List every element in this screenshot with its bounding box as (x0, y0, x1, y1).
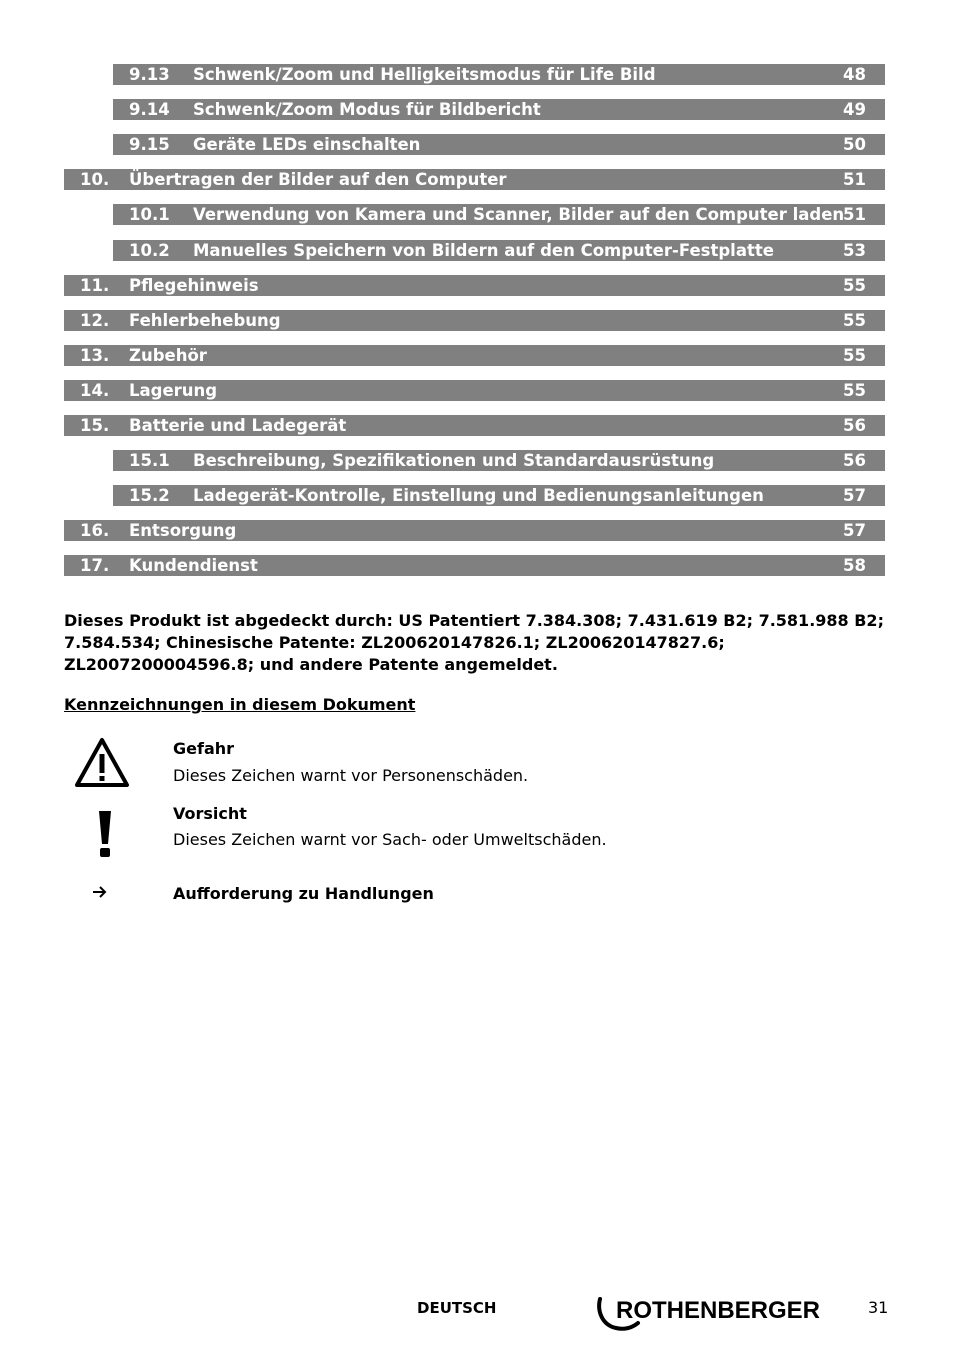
toc-row[interactable] (113, 485, 885, 506)
toc-number: 10.1 (129, 205, 170, 224)
toc-title: Schwenk/Zoom Modus für Bildbericht (193, 100, 541, 119)
toc-page: 56 (843, 451, 866, 470)
toc-page: 58 (843, 556, 866, 575)
toc-number: 9.15 (129, 135, 170, 154)
toc-page: 57 (843, 521, 866, 540)
toc-page: 51 (843, 205, 866, 224)
warning-triangle-icon (74, 737, 130, 789)
caution-text: Dieses Zeichen warnt vor Sach- oder Umweltschäden. (173, 830, 607, 849)
toc-number: 15.1 (129, 451, 170, 470)
toc-row[interactable] (64, 555, 885, 576)
toc-row[interactable] (64, 380, 885, 401)
toc-number: 15. (80, 416, 110, 435)
toc-row[interactable] (64, 345, 885, 366)
arrow-right-icon (92, 884, 108, 900)
toc-number: 14. (80, 381, 110, 400)
page-number: 31 (868, 1298, 889, 1317)
toc-row[interactable] (64, 415, 885, 436)
svg-text:ROTHENBERGER: ROTHENBERGER (616, 1297, 821, 1324)
toc-title: Batterie und Ladegerät (129, 416, 347, 435)
toc-row[interactable] (113, 64, 885, 85)
toc-title: Zubehör (129, 346, 207, 365)
toc-title: Lagerung (129, 381, 218, 400)
toc-number: 13. (80, 346, 110, 365)
toc-page: 50 (843, 135, 866, 154)
rothenberger-logo (594, 1293, 834, 1333)
toc-page: 55 (843, 346, 866, 365)
toc-row[interactable] (113, 240, 885, 261)
toc-title: Beschreibung, Spezifikationen und Standardausrüstung (193, 451, 715, 470)
toc-page: 51 (843, 170, 866, 189)
toc-row[interactable] (113, 450, 885, 471)
patent-notice: Dieses Produkt ist abgedeckt durch: US Patentiert 7.384.308; 7.431.619 B2; 7.581.988 B2; 7.584.534; Chinesische Patente: ZL200620147826.1; ZL200620147827.6; ZL2007200004596.8; und andere Patente angemeldet. (64, 611, 884, 674)
toc-title: Kundendienst (129, 556, 258, 575)
toc-number: 10. (80, 170, 110, 189)
toc-row[interactable] (64, 520, 885, 541)
toc-row[interactable] (64, 275, 885, 296)
marks-heading: Kennzeichnungen in diesem Dokument (64, 695, 416, 714)
danger-title: Gefahr (173, 739, 235, 758)
toc-number: 16. (80, 521, 110, 540)
toc-title: Verwendung von Kamera und Scanner, Bilder auf den Computer laden (193, 205, 845, 224)
toc-row[interactable] (64, 310, 885, 331)
toc-page: 49 (843, 100, 866, 119)
toc-page: 48 (843, 65, 866, 84)
toc-title: Übertragen der Bilder auf den Computer (129, 170, 507, 189)
toc-page: 57 (843, 486, 866, 505)
toc-page: 55 (843, 381, 866, 400)
caution-title: Vorsicht (173, 804, 247, 823)
toc-title: Ladegerät-Kontrolle, Einstellung und Bedienungsanleitungen (193, 486, 764, 505)
action-title: Aufforderung zu Handlungen (173, 884, 434, 903)
toc-number: 15.2 (129, 486, 170, 505)
exclamation-icon (95, 809, 115, 859)
toc-page: 53 (843, 241, 866, 260)
toc-title: Pflegehinweis (129, 276, 259, 295)
toc-title: Entsorgung (129, 521, 237, 540)
toc-row[interactable] (113, 204, 885, 225)
toc-title: Fehlerbehebung (129, 311, 281, 330)
toc-number: 9.13 (129, 65, 170, 84)
toc-number: 11. (80, 276, 110, 295)
toc-number: 17. (80, 556, 110, 575)
danger-text: Dieses Zeichen warnt vor Personenschäden. (173, 766, 529, 785)
toc-row[interactable] (113, 134, 885, 155)
toc-row[interactable] (64, 169, 885, 190)
toc-number: 9.14 (129, 100, 170, 119)
toc-number: 12. (80, 311, 110, 330)
toc-page: 55 (843, 311, 866, 330)
toc-row[interactable] (113, 99, 885, 120)
toc-title: Schwenk/Zoom und Helligkeitsmodus für Life Bild (193, 65, 656, 84)
toc-number: 10.2 (129, 241, 170, 260)
toc-title: Manuelles Speichern von Bildern auf den Computer-Festplatte (193, 241, 774, 260)
toc-page: 55 (843, 276, 866, 295)
footer-language: DEUTSCH (417, 1299, 497, 1317)
toc-page: 56 (843, 416, 866, 435)
toc-title: Geräte LEDs einschalten (193, 135, 421, 154)
